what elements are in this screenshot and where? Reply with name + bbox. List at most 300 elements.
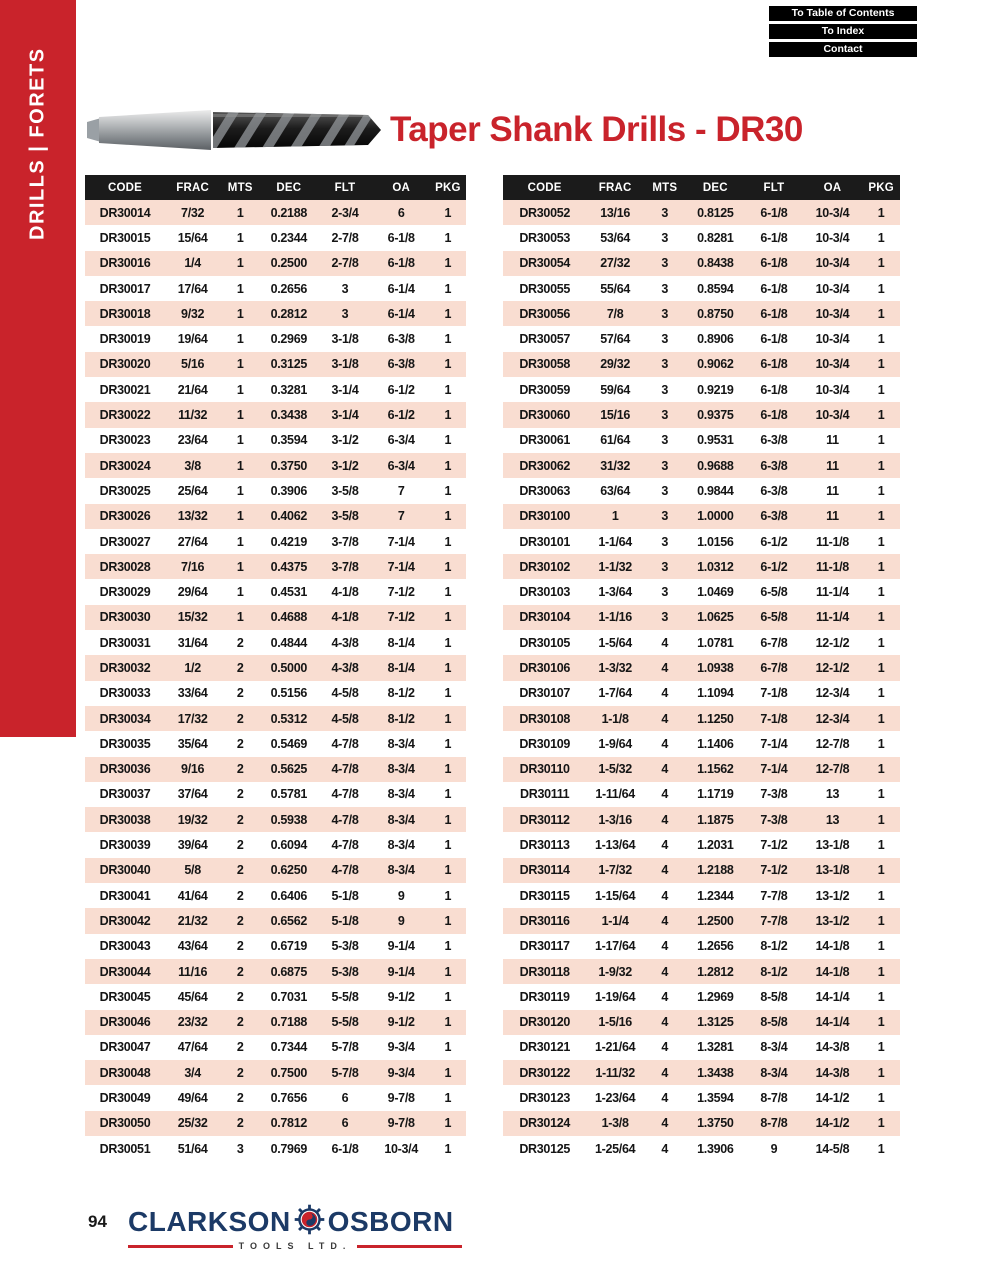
table-cell: 3-1/4	[317, 402, 372, 427]
table-cell: 0.2500	[260, 251, 317, 276]
nav-table-of-contents-button[interactable]: To Table of Contents	[769, 6, 917, 21]
table-cell: 1	[862, 301, 900, 326]
table-cell: DR30113	[519, 838, 570, 853]
table-cell: 11-1/8	[803, 554, 863, 579]
table-cell: 1.3438	[686, 1060, 746, 1085]
table-cell: DR30020	[85, 352, 165, 377]
table-cell: 27/32	[586, 251, 644, 276]
table-cell: 17/32	[165, 706, 220, 731]
table-cell: 6-1/8	[745, 402, 803, 427]
table-cell: 6-1/8	[760, 230, 788, 245]
table-cell: 0.6719	[270, 939, 308, 954]
table-cell: 4	[661, 1091, 669, 1106]
table-row	[503, 807, 900, 832]
table-cell: DR30054	[503, 251, 586, 276]
table-cell: 1.0156	[697, 534, 734, 549]
table-cell: DR30108	[503, 706, 586, 731]
table-cell: 1	[220, 605, 260, 630]
table-cell: 7	[373, 504, 430, 529]
table-cell: 9	[373, 908, 430, 933]
table-row	[85, 883, 466, 908]
table-cell: 0.8750	[686, 301, 746, 326]
table-cell: 10-3/4	[803, 251, 863, 276]
table-cell: 5/8	[165, 858, 220, 883]
table-cell: 11	[826, 433, 839, 448]
table-row	[503, 1035, 900, 1060]
table-cell: DR30037	[99, 787, 151, 802]
table-cell: 11/32	[165, 402, 220, 427]
table-cell: 8-7/8	[745, 1111, 803, 1136]
table-cell: 7	[397, 483, 405, 498]
table-cell: 1	[877, 989, 885, 1004]
table-cell: 0.3125	[260, 352, 317, 377]
sidebar-label: DRILLS | FORETS	[26, 47, 49, 241]
table-cell: 13	[803, 807, 863, 832]
table-header-row	[503, 175, 900, 200]
table-cell: 6-3/4	[373, 453, 430, 478]
table-cell: 3	[661, 230, 669, 245]
table-cell: 4	[644, 706, 686, 731]
table-cell: 15/32	[165, 605, 220, 630]
table-cell: 0.9219	[697, 382, 734, 397]
table-cell: 1-3/64	[598, 585, 632, 600]
table-cell: 1	[236, 534, 244, 549]
table-row	[85, 554, 466, 579]
table-row	[503, 200, 900, 225]
table-cell: 49/64	[177, 1091, 208, 1106]
table-cell: 1	[862, 807, 900, 832]
table-cell: 1.0625	[686, 605, 746, 630]
table-cell: 6-1/8	[387, 230, 415, 245]
table-cell: 2	[236, 787, 244, 802]
table-cell: 0.9375	[686, 402, 746, 427]
table-cell: 0.3594	[270, 433, 308, 448]
table-cell: 1	[862, 655, 900, 680]
table-cell: 0.4531	[270, 585, 308, 600]
table-cell: 0.3281	[270, 382, 308, 397]
table-cell: DR30041	[99, 888, 151, 903]
table-row	[503, 1085, 900, 1110]
table-row	[503, 1111, 900, 1136]
table-cell: 1	[444, 686, 452, 701]
table-cell: DR30015	[99, 230, 151, 245]
table-cell: DR30115	[519, 888, 570, 903]
table-row	[85, 529, 466, 554]
table-cell: 1	[430, 1060, 466, 1085]
table-cell: DR30050	[85, 1111, 165, 1136]
brand-rule-left	[128, 1245, 233, 1248]
table-cell: 3	[644, 301, 686, 326]
table-cell: 2	[220, 1060, 260, 1085]
table-cell: 0.9531	[697, 433, 734, 448]
table-cell: 1.1562	[686, 757, 746, 782]
table-cell: 11-1/4	[803, 605, 863, 630]
table-cell: 0.2188	[260, 200, 317, 225]
table-cell: 3	[644, 504, 686, 529]
table-cell: 1	[430, 402, 466, 427]
table-row	[85, 934, 466, 959]
table-cell: 0.2344	[270, 230, 308, 245]
table-row	[503, 377, 900, 402]
table-cell: DR30106	[503, 655, 586, 680]
table-cell: 1.3906	[697, 1141, 734, 1156]
table-cell: 1	[862, 757, 900, 782]
table-cell: 13-1/8	[803, 858, 863, 883]
table-cell: 1-19/64	[594, 989, 636, 1004]
table-cell: 3-5/8	[317, 504, 372, 529]
table-row	[85, 1035, 466, 1060]
table-cell: 0.3438	[260, 402, 317, 427]
table-cell: DR30052	[503, 200, 586, 225]
table-row	[503, 529, 900, 554]
table-cell: 0.8594	[697, 281, 734, 296]
column-header: OA	[373, 175, 430, 200]
table-cell: 0.5312	[260, 706, 317, 731]
table-cell: 1	[430, 757, 466, 782]
table-cell: 0.3906	[270, 483, 308, 498]
table-cell: 13/32	[165, 504, 220, 529]
table-cell: 6-3/8	[760, 483, 788, 498]
column-header: CODE	[85, 175, 165, 200]
table-cell: 1	[862, 1111, 900, 1136]
table-cell: DR30022	[85, 402, 165, 427]
table-cell: 2	[236, 888, 244, 903]
table-cell: 1.0781	[697, 635, 734, 650]
table-cell: 1	[444, 281, 452, 296]
nav-contact-button[interactable]: Contact	[769, 42, 917, 57]
table-cell: 7/8	[586, 301, 644, 326]
table-cell: 1	[862, 908, 900, 933]
table-cell: DR30038	[85, 807, 165, 832]
table-cell: 1/4	[165, 251, 220, 276]
table-cell: 12-3/4	[803, 706, 863, 731]
table-cell: 6	[317, 1111, 372, 1136]
table-cell: 1	[220, 251, 260, 276]
table-cell: 1	[444, 787, 452, 802]
table-row	[85, 681, 466, 706]
table-cell: DR30045	[99, 989, 151, 1004]
table-cell: DR30034	[85, 706, 165, 731]
table-cell: 5/16	[165, 352, 220, 377]
table-cell: 1	[862, 504, 900, 529]
table-cell: 8-3/4	[373, 807, 430, 832]
table-cell: 4-1/8	[331, 585, 359, 600]
table-row	[503, 706, 900, 731]
table-cell: 51/64	[177, 1141, 208, 1156]
table-cell: 1	[862, 959, 900, 984]
table-cell: DR30112	[503, 807, 586, 832]
table-cell: 1/2	[165, 655, 220, 680]
table-cell: DR30057	[519, 332, 571, 347]
table-row	[503, 681, 900, 706]
table-cell: DR30110	[503, 757, 586, 782]
table-cell: 41/64	[177, 888, 208, 903]
table-cell: 39/64	[177, 838, 208, 853]
table-cell: 1-13/64	[594, 838, 636, 853]
nav-index-button[interactable]: To Index	[769, 24, 917, 39]
table-row	[85, 832, 466, 857]
table-cell: DR30040	[85, 858, 165, 883]
table-cell: DR30104	[503, 605, 586, 630]
table-cell: 14-3/8	[815, 1040, 850, 1055]
table-cell: 1	[877, 888, 885, 903]
table-row	[503, 251, 900, 276]
table-cell: 13-1/2	[803, 908, 863, 933]
table-cell: 7-3/8	[745, 807, 803, 832]
table-cell: 6-1/2	[745, 554, 803, 579]
table-cell: 8-5/8	[760, 989, 788, 1004]
table-row	[85, 402, 466, 427]
table-cell: 3	[317, 301, 372, 326]
table-cell: 0.5156	[270, 686, 308, 701]
table-cell: DR30031	[99, 635, 151, 650]
table-cell: 8-3/4	[373, 757, 430, 782]
table-cell: 11	[803, 504, 863, 529]
table-row	[503, 832, 900, 857]
table-cell: 7-1/2	[373, 605, 430, 630]
taper-shank-drill-table-right	[503, 175, 900, 1161]
table-cell: DR30049	[99, 1091, 151, 1106]
table-cell: 61/64	[600, 433, 631, 448]
table-cell: 6-1/2	[760, 534, 788, 549]
table-cell: 33/64	[177, 686, 208, 701]
table-cell: 2	[236, 686, 244, 701]
table-cell: 1.3750	[686, 1111, 746, 1136]
table-cell: 9-1/2	[387, 989, 415, 1004]
table-cell: 4	[661, 989, 669, 1004]
table-cell: DR30124	[503, 1111, 586, 1136]
table-cell: 5-1/8	[317, 908, 372, 933]
table-cell: 1	[430, 1111, 466, 1136]
table-cell: 7-1/8	[760, 686, 788, 701]
sidebar-tab	[0, 0, 76, 737]
table-cell: DR30109	[519, 736, 571, 751]
brand-logo	[128, 1204, 462, 1251]
table-cell: 2	[220, 858, 260, 883]
table-cell: 1	[236, 382, 244, 397]
table-cell: 10-3/4	[384, 1141, 418, 1156]
brand-subtitle	[128, 1241, 462, 1251]
table-cell: DR30100	[503, 504, 586, 529]
table-cell: 14-1/2	[815, 1091, 850, 1106]
table-cell: DR30030	[85, 605, 165, 630]
table-cell: 35/64	[177, 736, 208, 751]
table-cell: 0.7031	[270, 989, 308, 1004]
table-cell: 8-3/4	[387, 736, 415, 751]
table-cell: 4	[644, 1060, 686, 1085]
table-cell: 1.2500	[686, 908, 746, 933]
table-cell: 55/64	[600, 281, 631, 296]
table-cell: 1-15/64	[594, 888, 636, 903]
table-cell: 1	[430, 858, 466, 883]
table-cell: 9-7/8	[387, 1091, 415, 1106]
table-cell: 9-3/4	[387, 1040, 415, 1055]
table-cell: 1	[877, 939, 885, 954]
table-cell: 2	[220, 807, 260, 832]
table-row	[85, 630, 466, 655]
table-cell: 2	[236, 1091, 244, 1106]
table-cell: 2-3/4	[317, 200, 372, 225]
table-cell: 1.1719	[697, 787, 734, 802]
table-cell: DR30029	[99, 585, 151, 600]
table-cell: DR30102	[503, 554, 586, 579]
table-row	[85, 1010, 466, 1035]
table-cell: 0.2969	[270, 332, 308, 347]
table-cell: 1	[444, 939, 452, 954]
table-cell: 0.4844	[270, 635, 308, 650]
brand-name-osborn: OSBORN	[327, 1206, 454, 1237]
table-cell: 1	[236, 332, 244, 347]
table-cell: 0.4375	[260, 554, 317, 579]
table-cell: 1	[430, 301, 466, 326]
table-cell: 0.9062	[686, 352, 746, 377]
table-cell: 4-7/8	[317, 757, 372, 782]
table-cell: 0.8906	[697, 332, 734, 347]
table-cell: 1	[236, 585, 244, 600]
table-cell: 1	[444, 382, 452, 397]
table-cell: 1.1875	[686, 807, 746, 832]
table-cell: 0.2812	[260, 301, 317, 326]
table-cell: 6-1/8	[745, 251, 803, 276]
table-row	[503, 782, 900, 807]
table-row	[85, 807, 466, 832]
table-cell: 2	[220, 655, 260, 680]
table-cell: 0.9844	[697, 483, 734, 498]
table-cell: 37/64	[177, 787, 208, 802]
table-cell: 7-1/2	[745, 858, 803, 883]
table-row	[85, 1111, 466, 1136]
table-row	[503, 352, 900, 377]
table-cell: 1	[444, 585, 452, 600]
drill-table-right-wrap	[503, 175, 900, 1161]
table-body-right	[503, 200, 900, 1161]
table-cell: DR30119	[519, 989, 570, 1004]
table-cell: 1	[444, 1040, 452, 1055]
column-header: OA	[803, 175, 863, 200]
table-cell: 1	[877, 534, 885, 549]
table-cell: 1	[586, 504, 644, 529]
table-cell: 1.2344	[697, 888, 734, 903]
table-cell: 1.0000	[686, 504, 746, 529]
table-cell: 0.7188	[260, 1010, 317, 1035]
table-cell: 0.5781	[270, 787, 308, 802]
table-cell: 14-1/2	[803, 1111, 863, 1136]
table-cell: 1	[430, 807, 466, 832]
table-cell: 1	[862, 858, 900, 883]
table-cell: 3	[644, 453, 686, 478]
table-cell: 1	[430, 453, 466, 478]
table-cell: 3-1/8	[331, 332, 359, 347]
table-cell: 3-1/2	[317, 453, 372, 478]
column-header: FLT	[317, 175, 372, 200]
table-cell: 1.2188	[686, 858, 746, 883]
table-cell: 0.6406	[270, 888, 308, 903]
table-cell: 2	[220, 706, 260, 731]
table-cell: DR30032	[85, 655, 165, 680]
table-cell: 4	[661, 736, 669, 751]
table-cell: 3	[661, 585, 669, 600]
table-cell: 6	[341, 1091, 349, 1106]
column-header: PKG	[862, 175, 900, 200]
table-cell: 7-1/4	[745, 757, 803, 782]
table-cell: 1	[862, 453, 900, 478]
table-cell: 7-1/8	[745, 706, 803, 731]
table-cell: 6-1/8	[760, 382, 788, 397]
table-cell: 4	[661, 939, 669, 954]
table-cell: 1	[444, 736, 452, 751]
table-cell: 7-7/8	[760, 888, 788, 903]
table-row	[503, 326, 900, 351]
table-cell: DR30044	[85, 959, 165, 984]
table-cell: 6-1/4	[387, 281, 415, 296]
table-cell: 0.5625	[260, 757, 317, 782]
table-cell: 0.7656	[270, 1091, 308, 1106]
table-cell: 1	[430, 959, 466, 984]
table-cell: 4-1/8	[317, 605, 372, 630]
table-cell: 6-1/8	[760, 281, 788, 296]
table-row	[503, 504, 900, 529]
table-row	[85, 276, 466, 301]
table-cell: DR30035	[99, 736, 151, 751]
table-cell: 1-17/64	[594, 939, 636, 954]
table-cell: 2	[236, 989, 244, 1004]
table-cell: DR30026	[85, 504, 165, 529]
table-cell: 29/32	[586, 352, 644, 377]
table-cell: 1	[877, 332, 885, 347]
table-row	[85, 301, 466, 326]
table-cell: 1.1406	[697, 736, 734, 751]
table-cell: 0.4062	[260, 504, 317, 529]
table-cell: 6-3/8	[760, 433, 788, 448]
table-row	[85, 225, 466, 250]
table-cell: 1-9/64	[598, 736, 632, 751]
table-row	[503, 630, 900, 655]
table-cell: 11	[826, 483, 839, 498]
table-cell: 4-3/8	[317, 655, 372, 680]
table-cell: 4	[644, 655, 686, 680]
table-cell: 11-1/8	[815, 534, 849, 549]
table-cell: 3/4	[165, 1060, 220, 1085]
table-cell: 1	[444, 989, 452, 1004]
table-cell: DR30121	[519, 1040, 571, 1055]
brand-row	[128, 1204, 462, 1240]
table-cell: 1	[220, 200, 260, 225]
table-cell: DR30046	[85, 1010, 165, 1035]
table-cell: 12-3/4	[815, 686, 850, 701]
table-row	[503, 225, 900, 250]
table-cell: 3-5/8	[331, 483, 359, 498]
table-cell: 1-7/64	[598, 686, 632, 701]
table-row	[85, 984, 466, 1009]
table-cell: 21/64	[177, 382, 208, 397]
table-cell: 8-1/2	[760, 939, 788, 954]
brand-gear-icon	[294, 1204, 325, 1240]
table-cell: 6-3/4	[387, 433, 415, 448]
table-cell: 23/64	[177, 433, 208, 448]
table-cell: 4-7/8	[331, 787, 359, 802]
table-cell: 3-7/8	[317, 554, 372, 579]
column-header: DEC	[686, 175, 746, 200]
table-row	[503, 1136, 900, 1161]
table-cell: 1	[220, 402, 260, 427]
table-row	[503, 908, 900, 933]
table-cell: 3-1/4	[331, 382, 359, 397]
table-row	[503, 984, 900, 1009]
table-cell: 1-3/8	[586, 1111, 644, 1136]
table-cell: 0.4688	[260, 605, 317, 630]
table-cell: DR30101	[519, 534, 571, 549]
table-cell: 12-7/8	[815, 736, 850, 751]
